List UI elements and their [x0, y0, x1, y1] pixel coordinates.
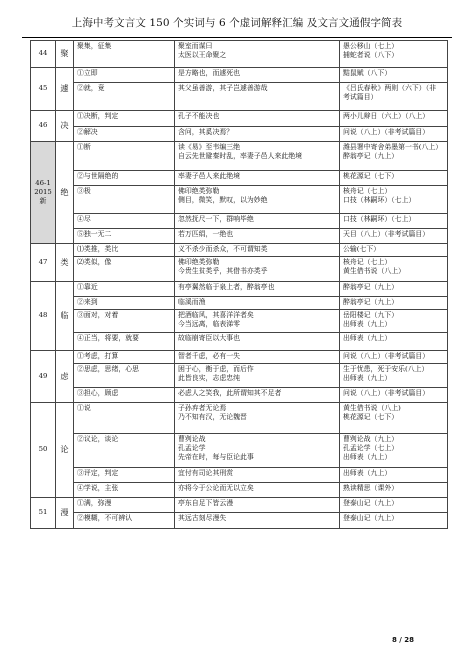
- table-row: [31, 244, 448, 257]
- example-cell: [175, 333, 340, 351]
- cell-line: 考试篇目）: [343, 93, 378, 102]
- meaning-cell: [74, 513, 175, 529]
- table-row: [31, 142, 448, 171]
- cell-line: ③极: [77, 187, 91, 195]
- example-cell: [175, 186, 340, 214]
- meaning-cell: [74, 351, 175, 364]
- cell-line: 忽然抚尺一下，群响毕绝: [178, 215, 254, 223]
- source-cell: [340, 483, 448, 498]
- meaning-cell: [74, 127, 175, 142]
- cell-line: 醉翁亭记（九上）: [343, 152, 399, 161]
- table-row: [31, 229, 448, 244]
- cell-line: 黄生借书说（八上）: [343, 267, 406, 276]
- source-cell: [340, 403, 448, 434]
- example-cell: [175, 111, 340, 127]
- table-row: [31, 41, 448, 68]
- cell-line: 宜付有司论其刑赏: [178, 469, 234, 477]
- source-cell: [340, 244, 448, 257]
- cell-line: 智者千虑，必有一失: [178, 352, 241, 360]
- table-row: [31, 388, 448, 403]
- cell-line: ②模糊，不可辨认: [77, 514, 133, 522]
- cell-line: 48: [38, 311, 48, 320]
- table-row: [31, 83, 448, 111]
- cell-line: ③担心，顾虑: [77, 389, 119, 397]
- source-cell: [340, 434, 448, 468]
- meaning-cell: [74, 214, 175, 229]
- cell-line: 醉翁亭记（九上）: [343, 283, 399, 291]
- cell-line: ②与世隔绝的: [77, 172, 119, 180]
- entry-number-cell: [31, 111, 56, 142]
- meaning-cell: [74, 171, 175, 186]
- cell-line: 两小儿辩日（六上）（八上）: [343, 112, 430, 120]
- cell-line: ②解决: [77, 128, 98, 136]
- headword-cell: 决: [56, 111, 74, 142]
- source-cell: [340, 127, 448, 142]
- example-cell: [175, 403, 340, 434]
- cell-line: 潍县署中寄舍弟墨第一书(八上）: [343, 143, 443, 151]
- example-cell: [175, 513, 340, 529]
- cell-line: 登泰山记（九上）: [343, 499, 399, 507]
- cell-line: 侧目，微笑，默叹，以为妙绝: [178, 196, 268, 205]
- source-cell: [340, 41, 448, 68]
- meaning-cell: [74, 364, 175, 388]
- headword-cell: 论: [56, 403, 74, 498]
- headword-cell: 聚: [56, 41, 74, 68]
- cell-line: 口技（林嗣环）（七上）: [343, 215, 416, 223]
- cell-line: ①决断，判定: [77, 112, 119, 120]
- meaning-cell: [74, 68, 175, 83]
- table-row: [31, 333, 448, 351]
- meaning-cell: [74, 83, 175, 111]
- example-cell: [175, 244, 340, 257]
- cell-line: 佛印绝类弥勒: [178, 187, 220, 195]
- source-cell: [340, 257, 448, 282]
- cell-line: 桃花源记（七下）: [343, 413, 399, 422]
- source-cell: [340, 364, 448, 388]
- cell-line: 岳阳楼记（九下）: [343, 311, 399, 319]
- cell-line: ④学说，主张: [77, 484, 119, 492]
- cell-line: ②就，竟: [77, 84, 105, 92]
- cell-line: 2015: [34, 187, 52, 196]
- table-row: [31, 483, 448, 498]
- source-cell: [340, 214, 448, 229]
- cell-line: 口技（林嗣环）（七上）: [343, 196, 416, 205]
- cell-line: ①说: [77, 404, 91, 412]
- example-cell: [175, 498, 340, 513]
- cell-line: 出师表（九上）: [343, 469, 392, 477]
- cell-line: 有亭翼然临于泉上者，醉翁亭也: [178, 283, 275, 291]
- cell-line: 46-1: [35, 178, 51, 187]
- entry-number-cell: [31, 244, 56, 282]
- cell-line: 熟读精思（课外）: [343, 484, 399, 492]
- cell-line: ⑴类推，类比: [77, 245, 119, 253]
- example-cell: [175, 483, 340, 498]
- example-cell: [175, 351, 340, 364]
- cell-line: 曹刿论战: [178, 435, 206, 443]
- table-row: [31, 498, 448, 513]
- example-cell: [175, 282, 340, 297]
- entry-number-cell: [31, 403, 56, 498]
- table-row: [31, 297, 448, 310]
- example-cell: [175, 214, 340, 229]
- cell-line: 聚集，征集: [77, 42, 112, 50]
- table-row: [31, 282, 448, 297]
- headword-cell: 临: [56, 282, 74, 351]
- source-cell: [340, 171, 448, 186]
- cell-line: 故临崩寄臣以大事也: [178, 334, 241, 342]
- table-row: [31, 111, 448, 127]
- meaning-cell: [74, 498, 175, 513]
- meaning-cell: [74, 333, 175, 351]
- example-cell: [175, 127, 340, 142]
- cell-line: 是方略也，而遽死也: [178, 69, 241, 77]
- cell-line: ⑤独一无二: [77, 230, 112, 238]
- source-cell: [340, 83, 448, 111]
- meaning-cell: [74, 483, 175, 498]
- table-row: [31, 351, 448, 364]
- cell-line: ①满，弥漫: [77, 499, 112, 507]
- cell-line: 桃花源记（七下）: [343, 172, 399, 180]
- cell-line: 今当远离，临表涕零: [178, 320, 241, 329]
- cell-line: 读《易》至韦编三绝: [178, 143, 241, 151]
- cell-line: 出师表（九上）: [343, 374, 392, 383]
- source-cell: [340, 111, 448, 127]
- cell-line: ①断: [77, 143, 91, 151]
- meaning-cell: [74, 468, 175, 483]
- cell-line: 45: [38, 84, 48, 93]
- source-cell: [340, 68, 448, 83]
- cell-line: 困于心，衡于虑，而后作: [178, 365, 254, 373]
- meaning-cell: [74, 186, 175, 214]
- cell-line: 捕蛇者说（八下）: [343, 51, 399, 60]
- cell-line: 愚公移山（七上）: [343, 42, 399, 50]
- meaning-cell: [74, 244, 175, 257]
- cell-line: 47: [38, 257, 48, 266]
- document-header: 上海中考文言文 150 个实词与 6 个虚词解释汇编 及文言文通假字简表: [71, 17, 403, 29]
- example-cell: [175, 310, 340, 333]
- table-row: [31, 468, 448, 483]
- meaning-cell: [74, 403, 175, 434]
- cell-line: 若万匹绢，一绝也: [178, 230, 234, 238]
- cell-line: 黠鼠赋（八下）: [343, 69, 392, 77]
- cell-line: 51: [38, 508, 48, 517]
- source-cell: [340, 229, 448, 244]
- cell-line: ⑵类似，像: [77, 258, 112, 266]
- cell-line: 先帝在时，每与臣论此事: [178, 453, 254, 462]
- cell-line: ①靠近: [77, 283, 98, 291]
- cell-line: 亭东自足下皆云漫: [178, 499, 234, 507]
- example-cell: [175, 171, 340, 186]
- cell-line: 孔子不能决也: [178, 112, 220, 120]
- cell-line: 核舟记（七上）: [343, 187, 392, 195]
- example-cell: [175, 41, 340, 68]
- source-cell: [340, 498, 448, 513]
- example-cell: [175, 434, 340, 468]
- source-cell: [340, 297, 448, 310]
- cell-line: 把酒临风，其喜洋洋者矣: [178, 311, 254, 319]
- cell-line: 问说（八上）（非考试篇目）: [343, 352, 430, 360]
- table-row: [31, 310, 448, 333]
- meaning-cell: [74, 142, 175, 171]
- source-cell: [340, 513, 448, 529]
- source-cell: [340, 282, 448, 297]
- cell-line: 50: [38, 445, 48, 454]
- meaning-cell: [74, 297, 175, 310]
- cell-line: 生于忧患，死于安乐(八上）: [343, 365, 429, 373]
- source-cell: [340, 468, 448, 483]
- table-row: [31, 364, 448, 388]
- cell-line: 乃不知有汉，无论魏晋: [178, 413, 247, 422]
- cell-line: 曹刿论战（九上）: [343, 435, 399, 443]
- headword-cell: 绝: [56, 142, 74, 244]
- cell-line: 46: [38, 121, 48, 130]
- cell-line: 亦将今于公论而无以立矣: [178, 484, 254, 492]
- cell-line: 公输(七下）: [343, 245, 381, 253]
- table-row: [31, 214, 448, 229]
- cell-line: 太医以王命聚之: [178, 51, 227, 60]
- entry-number-cell: [31, 41, 56, 68]
- source-cell: [340, 186, 448, 214]
- entry-number-cell: [31, 351, 56, 403]
- headword-cell: 虑: [56, 351, 74, 403]
- cell-line: 问说（八上）（非考试篇目）: [343, 389, 430, 397]
- example-cell: [175, 229, 340, 244]
- cell-line: 孔孟论学: [178, 444, 206, 453]
- cell-line: 其远古刻尽漫失: [178, 514, 227, 522]
- cell-line: 44: [38, 49, 48, 58]
- example-cell: [175, 468, 340, 483]
- example-cell: [175, 142, 340, 171]
- cell-line: ①考虑，打算: [77, 352, 119, 360]
- page-number: 8 / 28: [391, 636, 414, 644]
- cell-line: ④尽: [77, 215, 91, 223]
- table-row: [31, 171, 448, 186]
- header-rule: [22, 37, 452, 38]
- cell-line: 新: [39, 197, 47, 206]
- cell-line: ③评定，判定: [77, 469, 119, 477]
- source-cell: [340, 333, 448, 351]
- entry-number-cell: [31, 68, 56, 111]
- table-row: [31, 127, 448, 142]
- cell-line: 今贵生贫类乎，其借书亦类乎: [178, 267, 268, 276]
- cell-line: 核舟记（七上）: [343, 258, 392, 266]
- cell-line: 49: [38, 371, 48, 380]
- cell-line: 率妻子邑人来此绝境: [178, 172, 241, 180]
- source-cell: [340, 351, 448, 364]
- cell-line: ④正当，将要，就要: [77, 334, 140, 342]
- entry-number-cell: [31, 498, 56, 529]
- meaning-cell: [74, 257, 175, 282]
- cell-line: ②来到: [77, 298, 98, 306]
- cell-line: 临溪而渔: [178, 298, 206, 306]
- source-cell: [340, 310, 448, 333]
- table-row: [31, 257, 448, 282]
- entry-number-cell: [31, 142, 56, 244]
- cell-line: 出师表（九上）: [343, 334, 392, 342]
- cell-line: 出师表（九上）: [343, 453, 392, 462]
- cell-line: 必虑人之笑我，此所谓知其不足者: [178, 389, 282, 397]
- headword-cell: 类: [56, 244, 74, 282]
- cell-line: 子孙弃者无论焉: [178, 404, 227, 412]
- table-row: [31, 434, 448, 468]
- table-row: [31, 513, 448, 529]
- example-cell: [175, 68, 340, 83]
- cell-line: 出师表（九上）: [343, 320, 392, 329]
- example-cell: [175, 297, 340, 310]
- cell-line: 含问，其奚决焉？: [178, 128, 234, 136]
- meaning-cell: [74, 388, 175, 403]
- meaning-cell: [74, 434, 175, 468]
- table-row: [31, 403, 448, 434]
- cell-line: 《吕氏春秋》两则（六下）（非: [343, 84, 437, 92]
- headword-cell: 遽: [56, 68, 74, 111]
- cell-line: ②议论，谈论: [77, 435, 119, 443]
- example-cell: [175, 83, 340, 111]
- meaning-cell: [74, 229, 175, 244]
- cell-line: 佛印绝类弥勒: [178, 258, 220, 266]
- table-row: [31, 68, 448, 83]
- cell-line: 黄生借书说（八上): [343, 404, 401, 412]
- headword-cell: 漫: [56, 498, 74, 529]
- cell-line: 问说（八上）（非考试篇目）: [343, 128, 430, 136]
- cell-line: 孔孟论学（七上）: [343, 444, 399, 453]
- cell-line: 自云先世避秦时乱，率妻子邑人来此绝境: [178, 152, 303, 161]
- meaning-cell: [74, 310, 175, 333]
- meaning-cell: [74, 41, 175, 68]
- cell-line: 义不杀少而杀众，不可谓知类: [178, 245, 268, 253]
- cell-line: 聚室而谋曰: [178, 42, 213, 50]
- source-cell: [340, 142, 448, 171]
- cell-line: 其父虽善游，其子岂遽善游哉: [178, 84, 268, 92]
- example-cell: [175, 364, 340, 388]
- table-row: [31, 186, 448, 214]
- meaning-cell: [74, 282, 175, 297]
- example-cell: [175, 388, 340, 403]
- cell-line: 此皆良实，志虑忠纯: [178, 374, 241, 383]
- meaning-cell: [74, 111, 175, 127]
- cell-line: ②思虑，思绪，心思: [77, 365, 140, 373]
- cell-line: 天目（八上）（非考试篇目）: [343, 230, 430, 238]
- source-cell: [340, 388, 448, 403]
- cell-line: ①立即: [77, 69, 98, 77]
- vocabulary-table: [30, 40, 448, 529]
- cell-line: 醉翁亭记（九上）: [343, 298, 399, 306]
- cell-line: ③面对，对着: [77, 311, 119, 319]
- entry-number-cell: [31, 282, 56, 351]
- example-cell: [175, 257, 340, 282]
- cell-line: 登泰山记（九上）: [343, 514, 399, 522]
